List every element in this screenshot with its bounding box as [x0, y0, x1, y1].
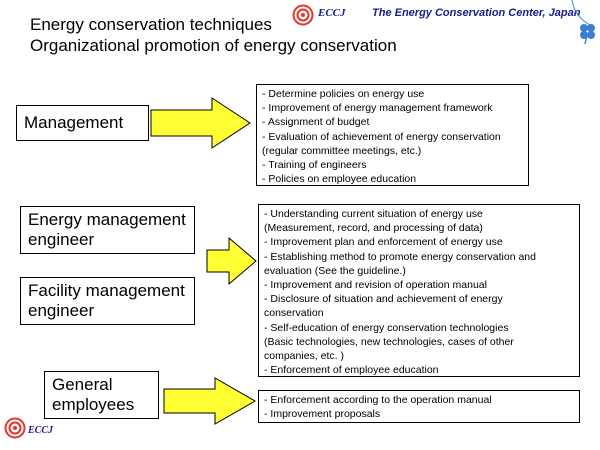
- list-item: - Disclosure of situation and achievement of energy: [264, 293, 503, 306]
- responsibility-list-engineers: [258, 204, 580, 377]
- eccj-logo-icon: [4, 417, 26, 439]
- role-box-facility-management-engineer: [20, 277, 195, 325]
- list-item: evaluation (See the guideline.): [264, 264, 406, 277]
- role-label-line: Energy management: [28, 210, 186, 229]
- title-line-2: Organizational promotion of energy conservation: [30, 36, 397, 55]
- clover-icon: [558, 0, 600, 46]
- list-item: - Self-education of energy conservation technologies: [264, 321, 509, 334]
- role-label-line: employees: [52, 395, 135, 414]
- list-item: conservation: [264, 307, 324, 320]
- list-item: - Understanding current situation of energy use: [264, 208, 483, 220]
- eccj-logo-icon: [292, 4, 314, 26]
- list-item: - Enforcement according to the operation manual: [264, 394, 492, 406]
- responsibility-list-general-employees: [258, 390, 580, 423]
- list-item: (regular committee meetings, etc.): [262, 144, 422, 157]
- role-label-line: engineer: [28, 301, 95, 320]
- list-item: - Improvement plan and enforcement of energy use: [264, 236, 503, 249]
- role-box-management: [16, 105, 149, 141]
- list-item: - Improvement proposals: [264, 408, 381, 421]
- eccj-footer-text: ECCJ: [28, 425, 54, 436]
- list-item: - Improvement of energy management framework: [262, 102, 493, 115]
- list-item: - Training of engineers: [262, 159, 367, 172]
- role-label-line: Facility management: [28, 281, 185, 300]
- list-item: - Policies on employee education: [262, 173, 417, 186]
- role-label-line: General: [52, 375, 113, 394]
- role-label-management: Management: [24, 113, 124, 132]
- list-item: (Basic technologies, new technologies, cases of other: [264, 335, 514, 348]
- list-item: (Measurement, record, and processing of data): [264, 222, 483, 235]
- list-item: - Evaluation of achievement of energy conservation: [262, 130, 501, 143]
- role-box-general-employees: [44, 371, 159, 419]
- list-item: - Assignment of budget: [262, 116, 370, 129]
- list-item: - Determine policies on energy use: [262, 88, 425, 100]
- arrow-right-icon: [206, 237, 258, 285]
- role-label-line: engineer: [28, 230, 95, 249]
- eccj-logo-text: ECCJ: [318, 7, 346, 19]
- slide-title: [30, 14, 397, 56]
- arrow-right-icon: [150, 97, 252, 149]
- list-item: - Improvement and revision of operation manual: [264, 279, 487, 292]
- title-line-1: Energy conservation techniques: [30, 15, 272, 34]
- arrow-right-icon: [163, 377, 257, 425]
- role-box-energy-management-engineer: [20, 206, 195, 254]
- responsibility-list-management: [256, 84, 529, 186]
- list-item: - Establishing method to promote energy conservation and: [264, 250, 536, 263]
- org-name: The Energy Conservation Center, Japan: [372, 7, 581, 19]
- list-item: - Enforcement of employee education: [264, 364, 439, 377]
- list-item: companies, etc. ): [264, 350, 344, 363]
